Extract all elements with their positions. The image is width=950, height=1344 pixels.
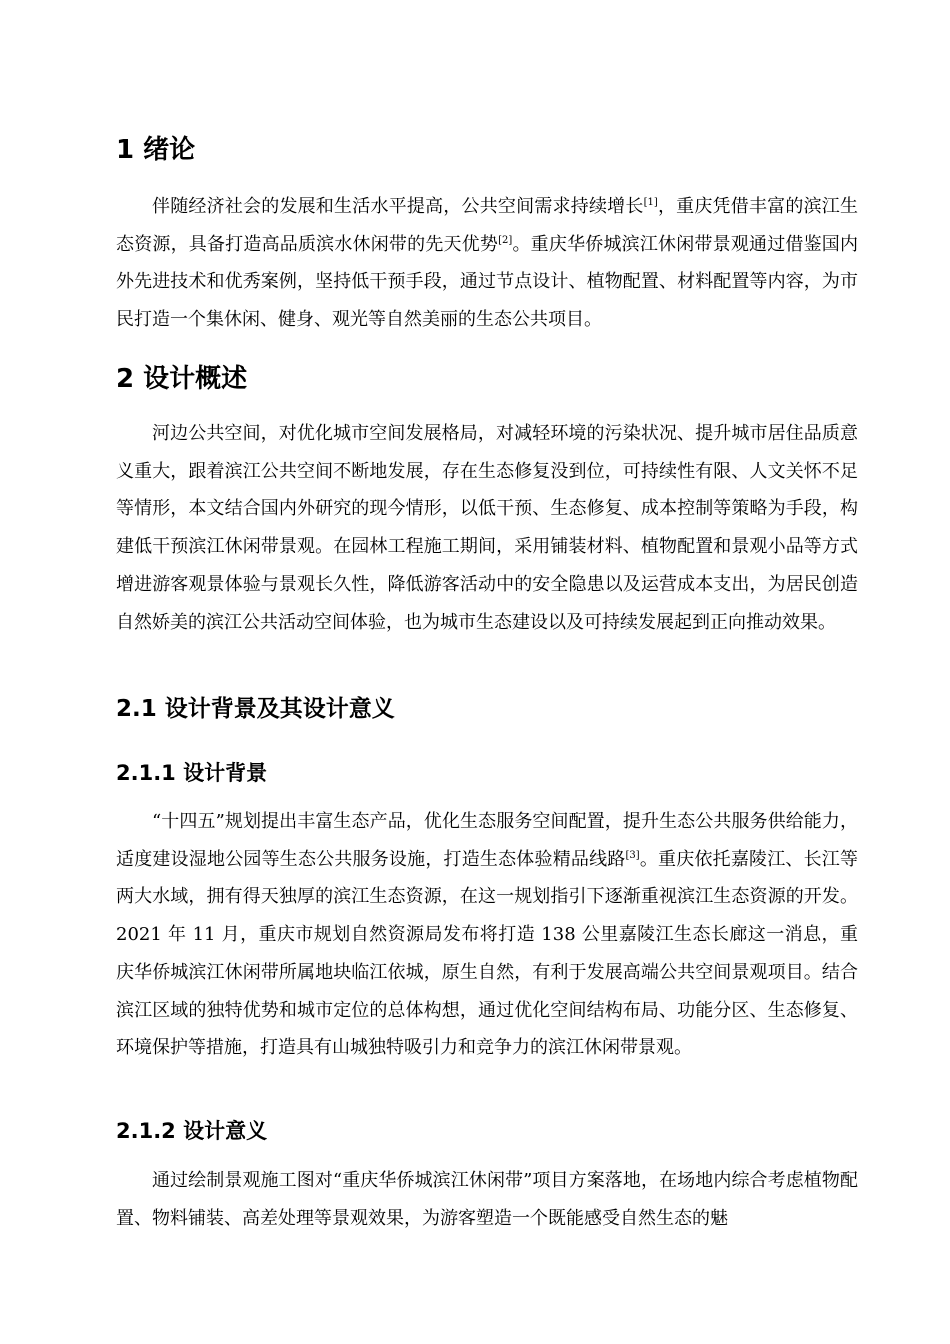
heading-design-background: 2.1.1 设计背景 [116,761,268,785]
heading-introduction: 1 绪论 [116,135,196,165]
citation-ref-1: [1] [643,197,658,208]
citation-ref-2: [2] [498,234,513,246]
paragraph-design-significance: 通过绘制景观施工图对“重庆华侨城滨江休闲带”项目方案落地，在场地内综合考虑植物配置、物料铺装、高差处理等景观效果，为游客塑造一个既能感受自然生态的魅 [116,1170,858,1229]
text-run: “十四五”规划提出丰富生态产品，优化生态服务空间配置，提升生态公共服务供给能力，适度建设湿地公园等生态公共服务设施，打造生态体验精品线路 [116,811,858,870]
text-run: ，重庆凭借丰富的滨江生态资源，具备打造高品质滨水休闲带的先天优势 [116,196,858,255]
heading-design-overview: 2 设计概述 [116,364,248,394]
heading-design-significance: 2.1.2 设计意义 [116,1119,268,1143]
heading-design-background-significance: 2.1 设计背景及其设计意义 [116,696,395,722]
citation-ref-3: [3] [625,849,640,861]
paragraph-introduction [116,188,858,339]
text-run: 伴随经济社会的发展和生活水平提高，公共空间需求持续增长 [152,196,644,217]
paragraph-design-overview: 河边公共空间，对优化城市空间发展格局，对减轻环境的污染状况、提升城市居住品质意义重大，跟着滨江公共空间不断地发展，存在生态修复没到位，可持续性有限、人文关怀不足等情形，本文结合国内外研究的现今情形，以低干预、生态修复、成本控制等策略为手段，构建低干预滨江休闲带景观。在园林工程施工期间，采用铺装材料、植物配置和景观小品等方式增进游客观景体验与景观长久性，降低游客活动中的安全隐患以及运营成本支出，为居民创造自然娇美的滨江公共活动空间体验，也为城市生态建设以及可持续发展起到正向推动效果。 [116,423,858,633]
text-run: 。重庆依托嘉陵江、长江等两大水域，拥有得天独厚的滨江生态资源，在这一规划指引下逐渐重视滨江生态资源的开发。2021 年 11 月，重庆市规划自然资源局发布将打造 138 公里嘉陵江生态长廊这一消息，重庆华侨城滨江休闲带所属地块临江依城，原生自然，有利于发展高端公共空间景观项目。结合滨江区域的独特优势和城市定位的总体构想，通过优化空间结构布局、功能分区、生态修复、环境保护等措施，打造具有山城独特吸引力和竞争力的滨江休闲带景观。 [116,848,859,1059]
text-run: 。重庆华侨城滨江休闲带景观通过借鉴国内外先进技术和优秀案例，坚持低干预手段，通过节点设计、植物配置、材料配置等内容，为市民打造一个集休闲、健身、观光等自然美丽的生态公共项目。 [116,233,858,331]
paragraph-design-background [116,803,858,1067]
